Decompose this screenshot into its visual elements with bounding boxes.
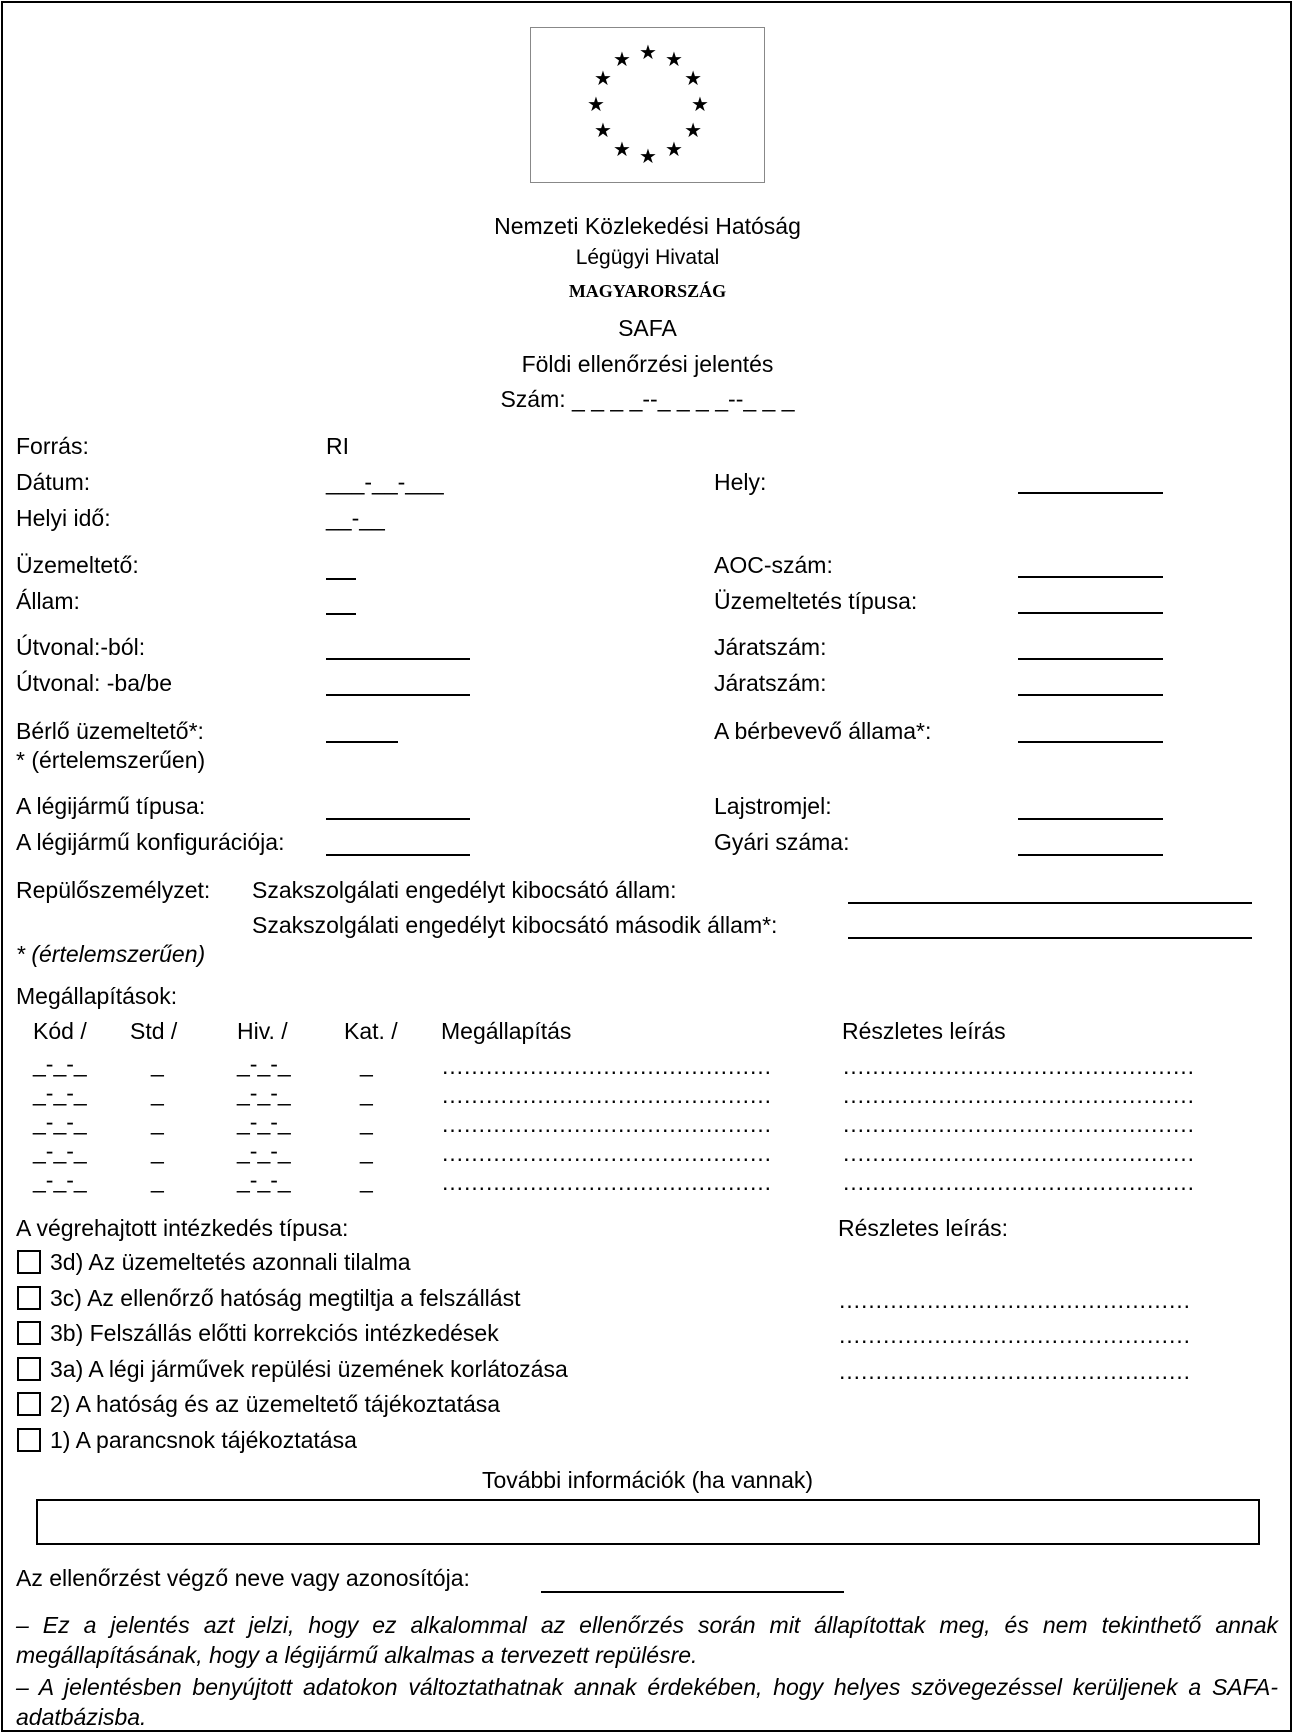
finding-code[interactable]: _-_-_ <box>33 1080 87 1106</box>
serial-label: Gyári száma: <box>714 829 850 855</box>
place-field[interactable] <box>1018 492 1163 494</box>
inspector-field[interactable] <box>541 1591 844 1593</box>
header-cat: Kat. / <box>344 1018 398 1044</box>
star-icon: ★ <box>639 146 657 168</box>
finding-std[interactable]: _ <box>151 1138 164 1164</box>
route-to-label: Útvonal: -ba/be <box>16 670 172 696</box>
source-value: RI <box>326 433 349 459</box>
actions-detail-label: Részletes leírás: <box>838 1215 1009 1241</box>
finding-cat[interactable]: _ <box>360 1080 373 1106</box>
action-checkbox[interactable] <box>17 1321 41 1345</box>
action-checkbox[interactable] <box>17 1392 41 1416</box>
route-from-label: Útvonal:-ból: <box>16 634 146 660</box>
additional-info-title: További információk (ha vannak) <box>481 1467 814 1493</box>
header-detail: Részletes leírás <box>842 1018 1006 1044</box>
source-label: Forrás: <box>16 433 89 459</box>
finding-ref[interactable]: _-_-_ <box>237 1138 291 1164</box>
finding-cat[interactable]: _ <box>360 1138 373 1164</box>
finding-std[interactable]: _ <box>151 1109 164 1135</box>
additional-info-box[interactable] <box>36 1499 1260 1545</box>
action-label: 3a) A légi járművek repülési üzemének korlátozása <box>50 1355 568 1382</box>
finding-text-field[interactable]: ……………………………………… <box>441 1056 771 1076</box>
finding-code[interactable]: _-_-_ <box>33 1051 87 1077</box>
flight-no-field-1[interactable] <box>1018 658 1163 660</box>
lessor-field[interactable] <box>326 741 398 743</box>
aircraft-type-field[interactable] <box>326 818 470 820</box>
finding-cat[interactable]: _ <box>360 1051 373 1077</box>
lessee-state-label: A bérbevevő állama*: <box>714 718 932 744</box>
finding-code[interactable]: _-_-_ <box>33 1167 87 1193</box>
lessor-label: Bérlő üzemeltető*: <box>16 718 204 744</box>
as-appropriate-note: * (értelemszerűen) <box>16 747 206 773</box>
action-label: 3c) Az ellenőrző hatóság megtiltja a felszállást <box>50 1284 521 1311</box>
finding-std[interactable]: _ <box>151 1080 164 1106</box>
licence-state-2-field[interactable] <box>848 937 1252 939</box>
star-icon: ★ <box>613 139 631 162</box>
office-name: Légügyi Hivatal <box>575 246 720 269</box>
program-name: SAFA <box>618 315 677 341</box>
report-title: Földi ellenőrzési jelentés <box>521 351 774 377</box>
finding-ref[interactable]: _-_-_ <box>237 1167 291 1193</box>
registration-label: Lajstromjel: <box>714 793 832 819</box>
header-code: Kód / <box>33 1018 87 1044</box>
header-ref: Hiv. / <box>237 1018 288 1044</box>
licence-state-2-label: Szakszolgálati engedélyt kibocsátó második állam*: <box>252 912 778 938</box>
flight-no-field-2[interactable] <box>1018 694 1163 696</box>
eu-flag-logo <box>530 27 765 183</box>
finding-text-field[interactable]: ……………………………………… <box>441 1085 771 1105</box>
action-label: 3d) Az üzemeltetés azonnali tilalma <box>50 1249 411 1275</box>
aoc-field[interactable] <box>1018 576 1163 578</box>
place-label: Hely: <box>714 469 767 495</box>
star-icon: ★ <box>684 120 702 142</box>
registration-field[interactable] <box>1018 818 1163 820</box>
star-icon: ★ <box>665 48 683 71</box>
action-detail-field[interactable]: ………………………………………… <box>838 1325 1190 1345</box>
finding-std[interactable]: _ <box>151 1051 164 1077</box>
flight-no-label-1: Járatszám: <box>714 634 827 660</box>
star-icon: ★ <box>691 94 709 116</box>
header-std: Std / <box>130 1018 178 1044</box>
lessee-state-field[interactable] <box>1018 741 1163 743</box>
finding-detail-field[interactable]: ………………………………………… <box>842 1085 1194 1105</box>
operation-type-field[interactable] <box>1018 612 1163 614</box>
operator-field[interactable] <box>326 578 356 580</box>
star-icon: ★ <box>613 48 631 71</box>
finding-cat[interactable]: _ <box>360 1167 373 1193</box>
report-number: Szám: _ _ _ _--_ _ _ _--_ _ _ <box>500 386 795 412</box>
country-name: MAGYARORSZÁG <box>568 281 727 301</box>
finding-ref[interactable]: _-_-_ <box>237 1109 291 1135</box>
action-label: 3b) Felszállás előtti korrekciós intézkedések <box>50 1320 499 1346</box>
finding-code[interactable]: _-_-_ <box>33 1138 87 1164</box>
finding-std[interactable]: _ <box>151 1167 164 1193</box>
licence-state-field[interactable] <box>848 902 1252 904</box>
licence-state-label: Szakszolgálati engedélyt kibocsátó állam: <box>252 877 677 903</box>
actions-title: A végrehajtott intézkedés típusa: <box>16 1215 349 1241</box>
finding-text-field[interactable]: ……………………………………… <box>441 1143 771 1163</box>
finding-detail-field[interactable]: ………………………………………… <box>842 1056 1194 1076</box>
authority-name: Nemzeti Közlekedési Hatóság <box>494 213 801 239</box>
star-icon: ★ <box>665 139 683 162</box>
finding-detail-field[interactable]: ………………………………………… <box>842 1114 1194 1134</box>
flight-no-label-2: Járatszám: <box>714 670 827 696</box>
finding-ref[interactable]: _-_-_ <box>237 1080 291 1106</box>
finding-text-field[interactable]: ……………………………………… <box>441 1114 771 1134</box>
route-to-field[interactable] <box>326 694 470 696</box>
disclaimer-note-2: – A jelentésben benyújtott adatokon változtathatnak annak érdekében, hogy helyes szövegezéssel kerüljenek a SAFA-adatbázisba. <box>16 1674 1278 1730</box>
action-label: 2) A hatóság és az üzemeltető tájékoztatása <box>50 1391 501 1417</box>
inspector-label: Az ellenőrzést végző neve vagy azonosítója: <box>16 1565 470 1591</box>
action-detail-field[interactable]: ………………………………………… <box>838 1360 1190 1381</box>
aircraft-type-label: A légijármű típusa: <box>16 793 206 819</box>
findings-title: Megállapítások: <box>16 983 178 1009</box>
star-icon: ★ <box>593 120 612 142</box>
action-checkbox[interactable] <box>17 1286 41 1310</box>
star-icon: ★ <box>684 68 702 90</box>
finding-code[interactable]: _-_-_ <box>33 1109 87 1135</box>
aircraft-config-field[interactable] <box>326 854 470 856</box>
star-icon: ★ <box>593 68 612 90</box>
date-label: Dátum: <box>16 469 91 495</box>
crew-note: * (értelemszerűen) <box>16 941 206 967</box>
route-from-field[interactable] <box>326 658 470 660</box>
local-time-label: Helyi idő: <box>16 505 111 531</box>
state-label: Állam: <box>16 588 80 614</box>
finding-cat[interactable]: _ <box>360 1109 373 1135</box>
aoc-label: AOC-szám: <box>714 552 833 578</box>
finding-ref[interactable]: _-_-_ <box>237 1051 291 1077</box>
crew-label: Repülőszemélyzet: <box>16 877 211 903</box>
serial-field[interactable] <box>1018 854 1163 856</box>
finding-detail-field[interactable]: ………………………………………… <box>842 1143 1194 1163</box>
finding-detail-field[interactable]: ………………………………………… <box>842 1172 1194 1192</box>
action-label: 1) A parancsnok tájékoztatása <box>50 1426 357 1453</box>
operation-type-label: Üzemeltetés típusa: <box>714 588 918 614</box>
action-checkbox[interactable] <box>17 1250 41 1274</box>
action-detail-field[interactable]: ………………………………………… <box>838 1289 1190 1310</box>
state-field[interactable] <box>326 613 356 615</box>
star-icon: ★ <box>587 94 605 116</box>
operator-label: Üzemeltető: <box>16 552 139 578</box>
date-value[interactable]: ___-__-___ <box>326 469 444 495</box>
action-checkbox[interactable] <box>17 1357 41 1381</box>
local-time-value[interactable]: __-__ <box>326 505 385 531</box>
star-icon: ★ <box>639 42 657 64</box>
disclaimer-note-1: – Ez a jelentés azt jelzi, hogy ez alkalommal az ellenőrzés során mit állapítottak meg, és nem tekinthető annak megállapításának, hogy a légijármű alkalmas a tervezett repülésre. <box>16 1612 1278 1668</box>
aircraft-config-label: A légijármű konfigurációja: <box>16 829 285 855</box>
action-checkbox[interactable] <box>17 1428 41 1452</box>
finding-text-field[interactable]: ……………………………………… <box>441 1172 771 1192</box>
header-finding: Megállapítás <box>441 1018 572 1044</box>
